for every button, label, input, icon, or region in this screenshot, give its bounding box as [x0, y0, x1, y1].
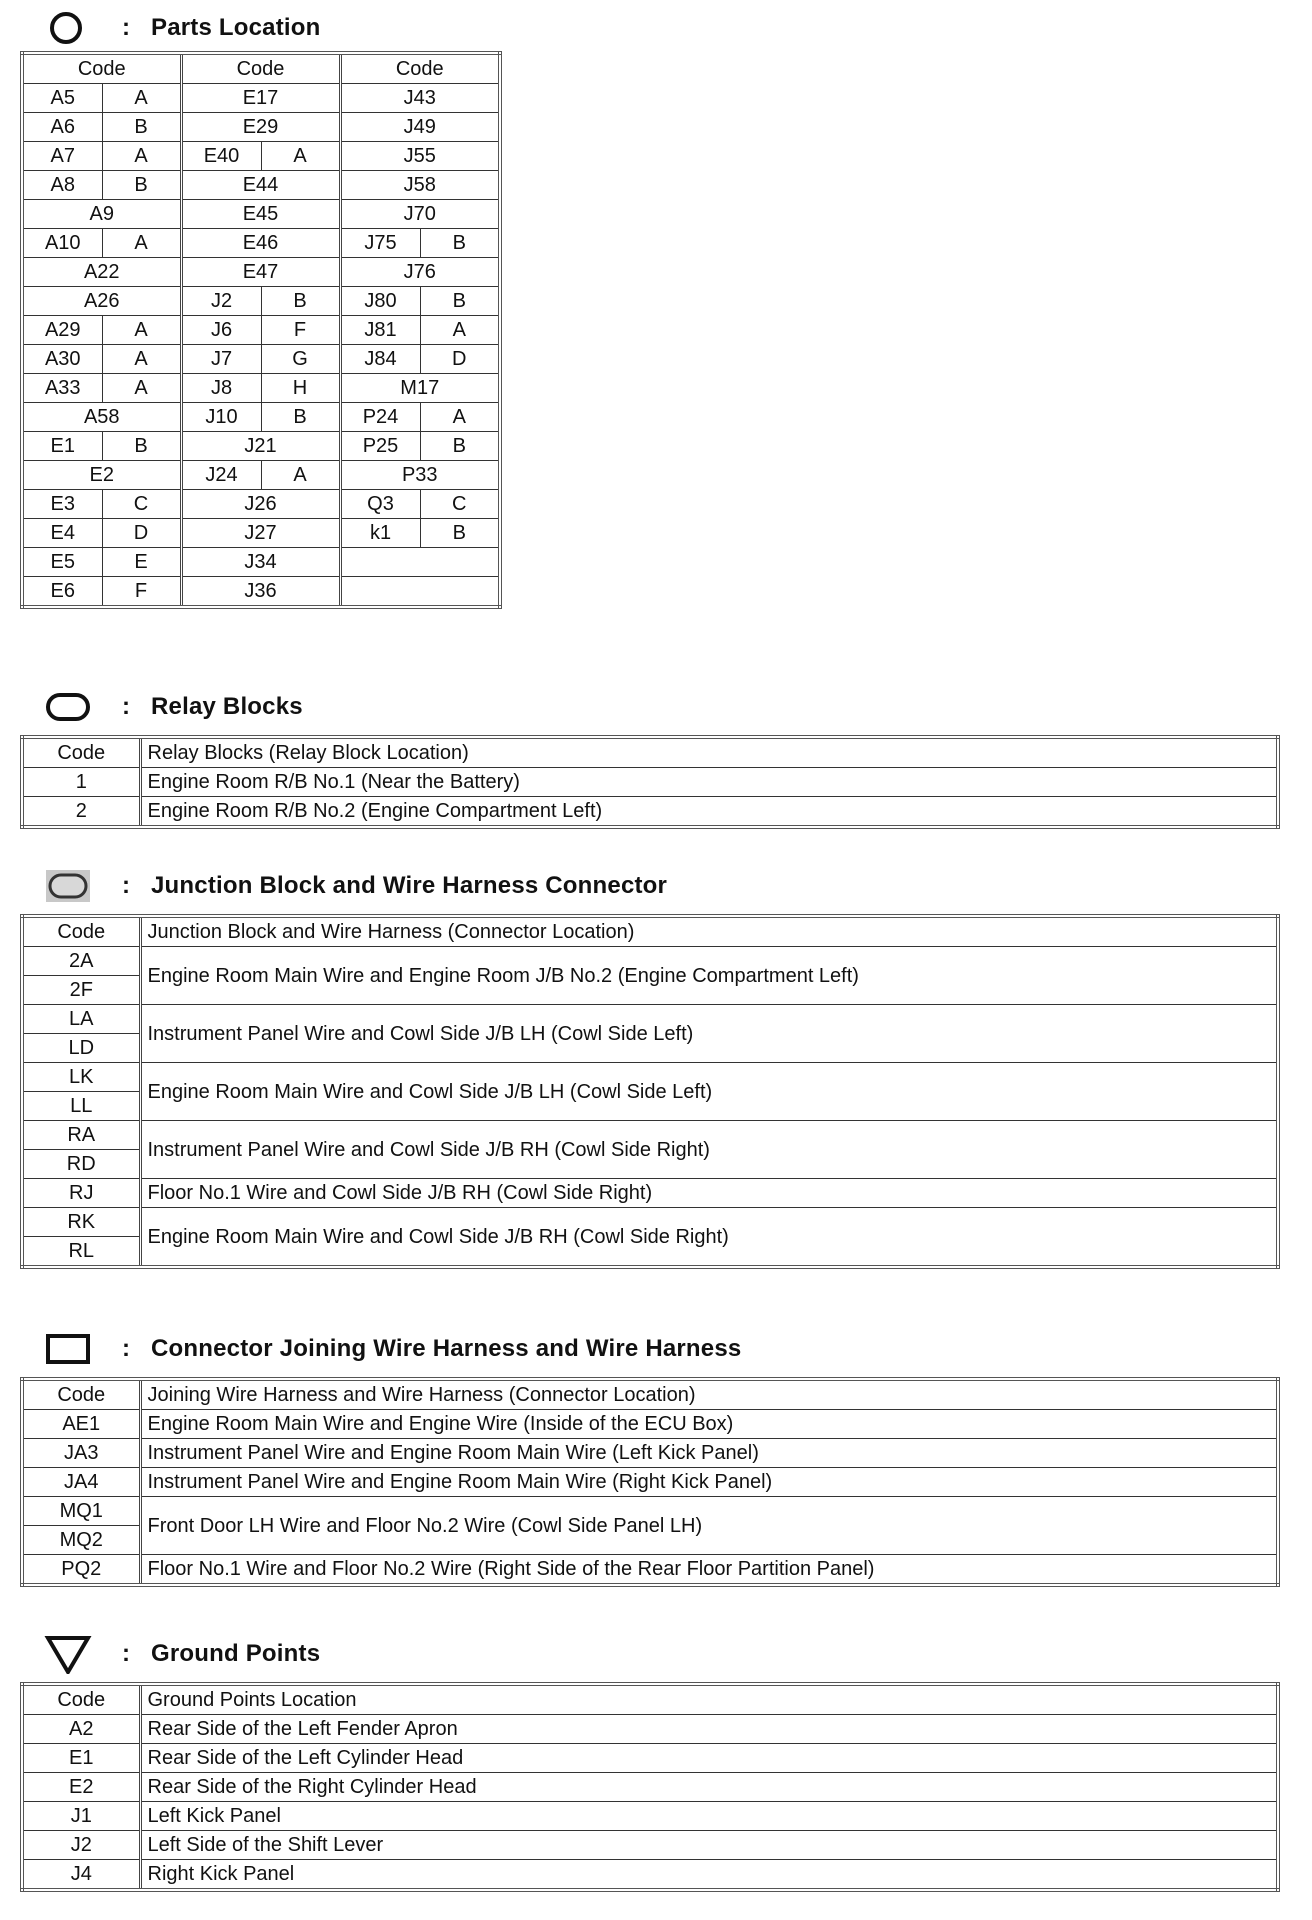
- part-location-letter: D: [102, 519, 181, 548]
- code-cell: PQ2: [22, 1555, 140, 1586]
- code-cell: RA: [22, 1121, 140, 1150]
- location-cell: Engine Room Main Wire and Cowl Side J/B RH (Cowl Side Right): [140, 1208, 1278, 1268]
- part-code: E6: [22, 577, 102, 608]
- part-code: P25: [340, 432, 420, 461]
- part-location-letter: F: [102, 577, 181, 608]
- part-code: J10: [181, 403, 261, 432]
- part-location-letter: B: [420, 519, 500, 548]
- part-code: E46: [181, 229, 340, 258]
- code-cell: LD: [22, 1034, 140, 1063]
- location-cell: Left Side of the Shift Lever: [140, 1831, 1278, 1860]
- table-row: [22, 1802, 1278, 1831]
- part-code: A9: [22, 200, 181, 229]
- section-title: Junction Block and Wire Harness Connector: [151, 872, 668, 899]
- colon: :: [122, 872, 130, 899]
- part-location-letter: A: [102, 374, 181, 403]
- part-code: E5: [22, 548, 102, 577]
- part-location-letter: A: [102, 229, 181, 258]
- table-row: [22, 1468, 1278, 1497]
- table-row: [22, 1497, 1278, 1526]
- ground-points-table: [20, 1682, 1280, 1892]
- column-header: Code: [181, 53, 340, 84]
- code-cell: RK: [22, 1208, 140, 1237]
- part-location-letter: G: [261, 345, 340, 374]
- colon: :: [122, 693, 130, 720]
- column-header-location: Relay Blocks (Relay Block Location): [140, 737, 1278, 768]
- table-row: [22, 345, 500, 374]
- code-cell: JA3: [22, 1439, 140, 1468]
- part-code: A10: [22, 229, 102, 258]
- part-code: A8: [22, 171, 102, 200]
- part-location-letter: A: [102, 316, 181, 345]
- parts-location-heading: [0, 8, 1300, 48]
- code-cell: MQ2: [22, 1526, 140, 1555]
- ellipse-symbol-icon: [44, 687, 92, 727]
- table-header-row: [22, 53, 500, 84]
- part-code: J36: [181, 577, 340, 608]
- part-code: J24: [181, 461, 261, 490]
- table-row: [22, 1410, 1278, 1439]
- part-code: Q3: [340, 490, 420, 519]
- relay-blocks-table: [20, 735, 1280, 829]
- table-row: [22, 258, 500, 287]
- location-cell: Engine Room Main Wire and Engine Room J/B No.2 (Engine Compartment Left): [140, 947, 1278, 1005]
- shaded-ellipse-symbol-icon: [44, 866, 92, 906]
- code-cell: MQ1: [22, 1497, 140, 1526]
- part-code: E45: [181, 200, 340, 229]
- section-title: Relay Blocks: [151, 693, 303, 720]
- code-cell: LL: [22, 1092, 140, 1121]
- table-row: [22, 1831, 1278, 1860]
- table-row: [22, 142, 500, 171]
- column-header-code: Code: [22, 737, 140, 768]
- code-cell: LA: [22, 1005, 140, 1034]
- part-code: J43: [340, 84, 500, 113]
- table-row: [22, 171, 500, 200]
- part-code: [340, 548, 500, 577]
- part-location-letter: A: [102, 84, 181, 113]
- location-cell: Instrument Panel Wire and Engine Room Main Wire (Left Kick Panel): [140, 1439, 1278, 1468]
- part-code: E17: [181, 84, 340, 113]
- location-cell: Rear Side of the Right Cylinder Head: [140, 1773, 1278, 1802]
- part-code: J76: [340, 258, 500, 287]
- table-row: [22, 490, 500, 519]
- section-title: Connector Joining Wire Harness and Wire Harness: [151, 1335, 742, 1362]
- section-title: Ground Points: [151, 1640, 321, 1667]
- column-header-location: Joining Wire Harness and Wire Harness (Connector Location): [140, 1379, 1278, 1410]
- part-location-letter: D: [420, 345, 500, 374]
- part-code: E4: [22, 519, 102, 548]
- part-code: M17: [340, 374, 500, 403]
- location-cell: Engine Room Main Wire and Cowl Side J/B LH (Cowl Side Left): [140, 1063, 1278, 1121]
- code-cell: J1: [22, 1802, 140, 1831]
- part-code: J81: [340, 316, 420, 345]
- location-cell: Engine Room Main Wire and Engine Wire (Inside of the ECU Box): [140, 1410, 1278, 1439]
- table-row: [22, 1555, 1278, 1586]
- part-location-letter: A: [261, 461, 340, 490]
- part-location-letter: B: [102, 432, 181, 461]
- table-row: [22, 1208, 1278, 1237]
- code-cell: 2A: [22, 947, 140, 976]
- table-row: [22, 947, 1278, 976]
- circle-symbol-icon: [44, 8, 92, 48]
- triangle-symbol-icon: [44, 1634, 92, 1674]
- column-header-code: Code: [22, 1379, 140, 1410]
- part-code: J80: [340, 287, 420, 316]
- part-code: J55: [340, 142, 500, 171]
- column-header-location: Ground Points Location: [140, 1684, 1278, 1715]
- table-row: [22, 84, 500, 113]
- table-row: [22, 1005, 1278, 1034]
- part-code: P33: [340, 461, 500, 490]
- location-cell: Left Kick Panel: [140, 1802, 1278, 1831]
- column-header-location: Junction Block and Wire Harness (Connector Location): [140, 916, 1278, 947]
- code-cell: E1: [22, 1744, 140, 1773]
- colon: :: [122, 14, 130, 41]
- part-code: A7: [22, 142, 102, 171]
- table-row: [22, 1439, 1278, 1468]
- location-cell: Front Door LH Wire and Floor No.2 Wire (Cowl Side Panel LH): [140, 1497, 1278, 1555]
- table-row: [22, 316, 500, 345]
- table-header-row: [22, 1379, 1278, 1410]
- table-row: [22, 113, 500, 142]
- connector-heading: [0, 1329, 1300, 1369]
- part-location-letter: A: [420, 403, 500, 432]
- table-row: [22, 768, 1278, 797]
- part-code: A30: [22, 345, 102, 374]
- relay-blocks-heading: [0, 687, 1300, 727]
- part-location-letter: B: [420, 287, 500, 316]
- part-code: A58: [22, 403, 181, 432]
- colon: :: [122, 1335, 130, 1362]
- junction-block-heading: [0, 866, 1300, 906]
- code-cell: J4: [22, 1860, 140, 1891]
- table-row: [22, 1179, 1278, 1208]
- column-header-code: Code: [22, 916, 140, 947]
- ground-points-heading: [0, 1634, 1300, 1674]
- code-cell: 2: [22, 797, 140, 828]
- location-cell: Right Kick Panel: [140, 1860, 1278, 1891]
- table-row: [22, 1773, 1278, 1802]
- part-code: A6: [22, 113, 102, 142]
- part-location-letter: F: [261, 316, 340, 345]
- part-code: J7: [181, 345, 261, 374]
- part-code: J6: [181, 316, 261, 345]
- part-location-letter: B: [102, 113, 181, 142]
- part-code: J49: [340, 113, 500, 142]
- junction-block-table: [20, 914, 1280, 1269]
- part-code: E44: [181, 171, 340, 200]
- part-location-letter: H: [261, 374, 340, 403]
- code-cell: AE1: [22, 1410, 140, 1439]
- table-header-row: [22, 916, 1278, 947]
- code-cell: J2: [22, 1831, 140, 1860]
- part-location-letter: B: [420, 229, 500, 258]
- part-location-letter: B: [261, 403, 340, 432]
- table-row: [22, 432, 500, 461]
- location-cell: Floor No.1 Wire and Cowl Side J/B RH (Cowl Side Right): [140, 1179, 1278, 1208]
- part-code: J27: [181, 519, 340, 548]
- part-code: J58: [340, 171, 500, 200]
- column-header: Code: [22, 53, 181, 84]
- section-title: Parts Location: [151, 14, 321, 41]
- part-location-letter: A: [420, 316, 500, 345]
- part-code: [340, 577, 500, 608]
- part-code: P24: [340, 403, 420, 432]
- part-code: E2: [22, 461, 181, 490]
- location-cell: Instrument Panel Wire and Engine Room Main Wire (Right Kick Panel): [140, 1468, 1278, 1497]
- code-cell: 2F: [22, 976, 140, 1005]
- table-row: [22, 287, 500, 316]
- part-code: k1: [340, 519, 420, 548]
- table-row: [22, 374, 500, 403]
- part-location-letter: B: [420, 432, 500, 461]
- column-header-code: Code: [22, 1684, 140, 1715]
- table-header-row: [22, 737, 1278, 768]
- part-code: J21: [181, 432, 340, 461]
- part-code: A26: [22, 287, 181, 316]
- code-cell: E2: [22, 1773, 140, 1802]
- table-row: [22, 403, 500, 432]
- part-code: E3: [22, 490, 102, 519]
- part-code: J8: [181, 374, 261, 403]
- parts-location-table: [20, 51, 502, 609]
- part-code: E29: [181, 113, 340, 142]
- part-location-letter: A: [102, 345, 181, 374]
- code-cell: LK: [22, 1063, 140, 1092]
- part-location-letter: B: [261, 287, 340, 316]
- part-location-letter: C: [420, 490, 500, 519]
- location-cell: Engine Room R/B No.2 (Engine Compartment Left): [140, 797, 1278, 828]
- location-cell: Rear Side of the Left Cylinder Head: [140, 1744, 1278, 1773]
- table-row: [22, 200, 500, 229]
- part-code: A29: [22, 316, 102, 345]
- part-code: J75: [340, 229, 420, 258]
- column-header: Code: [340, 53, 500, 84]
- part-code: A33: [22, 374, 102, 403]
- part-location-letter: A: [261, 142, 340, 171]
- location-cell: Rear Side of the Left Fender Apron: [140, 1715, 1278, 1744]
- location-cell: Floor No.1 Wire and Floor No.2 Wire (Right Side of the Rear Floor Partition Panel): [140, 1555, 1278, 1586]
- code-cell: RD: [22, 1150, 140, 1179]
- location-cell: Instrument Panel Wire and Cowl Side J/B RH (Cowl Side Right): [140, 1121, 1278, 1179]
- rectangle-symbol-icon: [44, 1329, 92, 1369]
- table-row: [22, 519, 500, 548]
- table-row: [22, 461, 500, 490]
- part-code: E40: [181, 142, 261, 171]
- table-row: [22, 548, 500, 577]
- table-row: [22, 229, 500, 258]
- location-cell: Engine Room R/B No.1 (Near the Battery): [140, 768, 1278, 797]
- table-row: [22, 1715, 1278, 1744]
- table-header-row: [22, 1684, 1278, 1715]
- table-row: [22, 1121, 1278, 1150]
- colon: :: [122, 1640, 130, 1667]
- part-code: A22: [22, 258, 181, 287]
- part-code: E1: [22, 432, 102, 461]
- table-row: [22, 577, 500, 608]
- table-row: [22, 1860, 1278, 1891]
- table-row: [22, 1063, 1278, 1092]
- part-code: J34: [181, 548, 340, 577]
- part-location-letter: C: [102, 490, 181, 519]
- part-code: J70: [340, 200, 500, 229]
- location-cell: Instrument Panel Wire and Cowl Side J/B LH (Cowl Side Left): [140, 1005, 1278, 1063]
- part-code: J84: [340, 345, 420, 374]
- table-row: [22, 797, 1278, 828]
- connector-table: [20, 1377, 1280, 1587]
- part-code: J2: [181, 287, 261, 316]
- part-location-letter: A: [102, 142, 181, 171]
- part-location-letter: E: [102, 548, 181, 577]
- code-cell: RJ: [22, 1179, 140, 1208]
- part-code: A5: [22, 84, 102, 113]
- part-code: J26: [181, 490, 340, 519]
- code-cell: 1: [22, 768, 140, 797]
- part-code: E47: [181, 258, 340, 287]
- code-cell: A2: [22, 1715, 140, 1744]
- part-location-letter: B: [102, 171, 181, 200]
- code-cell: RL: [22, 1237, 140, 1268]
- code-cell: JA4: [22, 1468, 140, 1497]
- table-row: [22, 1744, 1278, 1773]
